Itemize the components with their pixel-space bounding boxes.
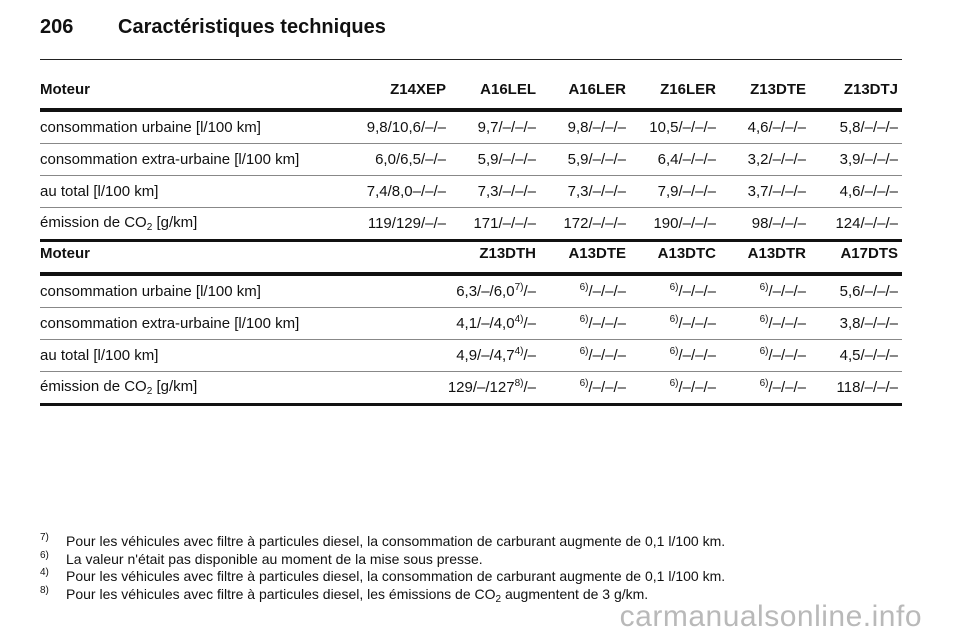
header-moteur: Moteur <box>40 70 360 110</box>
cell-value: /–/–/– <box>678 283 716 300</box>
table-cell: 7,3/–/–/– <box>540 176 630 208</box>
cell-value: /–/–/– <box>678 379 716 396</box>
header-engine: Z16LER <box>630 70 720 110</box>
cell-value: 118/–/–/– <box>836 379 898 396</box>
footnote-mark: 6) <box>40 549 49 561</box>
label-text: émission de CO <box>40 214 147 231</box>
label-subscript: 2 <box>146 222 153 233</box>
table-cell: 9,7/–/–/– <box>450 110 540 144</box>
cell-value: /–/–/– <box>588 379 626 396</box>
row-label: consommation extra-urbaine [l/100 km] <box>40 144 360 176</box>
table-row <box>40 144 902 176</box>
footnote-ref: 6) <box>579 346 589 357</box>
footnote-ref: 6) <box>759 346 769 357</box>
footnote-ref: 6) <box>579 378 589 389</box>
header-engine: A13DTR <box>720 234 810 274</box>
footnote-ref: 6) <box>579 314 589 325</box>
footnote-ref: 6) <box>669 314 679 325</box>
table-cell: 190/–/–/– <box>630 208 720 241</box>
footnote-ref: 6) <box>759 378 769 389</box>
cell-value: 4,9/–/4,7 <box>456 347 515 364</box>
table-cell: 3,9/–/–/– <box>810 144 902 176</box>
table-cell: 7,4/8,0–/–/– <box>360 176 450 208</box>
row-label: consommation extra-urbaine [l/100 km] <box>40 308 400 340</box>
spec-table-2 <box>40 234 902 406</box>
row-label: au total [l/100 km] <box>40 340 400 372</box>
table-cell <box>720 274 810 308</box>
cell-value: /–/–/– <box>768 315 806 332</box>
footnote-ref: 4) <box>514 346 524 357</box>
table-cell <box>630 372 720 405</box>
table-header-row <box>40 234 902 274</box>
table-cell: 6,0/6,5/–/– <box>360 144 450 176</box>
header-engine: Z13DTH <box>400 234 540 274</box>
footnote-ref: 6) <box>669 346 679 357</box>
header-engine: Z14XEP <box>360 70 450 110</box>
table-cell <box>720 340 810 372</box>
footnote <box>40 568 920 586</box>
table-cell <box>720 372 810 405</box>
cell-value: 6,3/–/6,0 <box>456 283 515 300</box>
table-row <box>40 110 902 144</box>
table-cell: 10,5/–/–/– <box>630 110 720 144</box>
cell-value: 5,6/–/–/– <box>839 283 898 300</box>
table-cell: 98/–/–/– <box>720 208 810 241</box>
page-header <box>40 16 386 48</box>
table-header-row <box>40 70 902 110</box>
table-cell <box>540 340 630 372</box>
cell-value: 4,1/–/4,0 <box>456 315 515 332</box>
table-cell: 172/–/–/– <box>540 208 630 241</box>
label-text: [g/km] <box>152 378 198 395</box>
watermark: carmanualsonline.info <box>619 600 922 633</box>
table-row <box>40 372 902 405</box>
footnote-ref: 6) <box>759 314 769 325</box>
label-text: [g/km] <box>152 214 198 231</box>
cell-value: /–/–/– <box>768 283 806 300</box>
header-engine: Z13DTE <box>720 70 810 110</box>
spec-table-1 <box>40 70 902 242</box>
footnote-ref: 8) <box>514 378 524 389</box>
footnote-ref: 7) <box>514 282 524 293</box>
table-cell: 3,7/–/–/– <box>720 176 810 208</box>
footnote-ref: 6) <box>669 378 679 389</box>
table-cell <box>540 274 630 308</box>
footnote-ref: 6) <box>759 282 769 293</box>
footnote-mark: 7) <box>40 532 49 543</box>
cell-value: /– <box>523 379 536 396</box>
table-cell <box>630 340 720 372</box>
footnote-text: La valeur n'était pas disponible au moment de la mise sous presse. <box>66 550 483 567</box>
table-row <box>40 176 902 208</box>
table-cell: 5,9/–/–/– <box>540 144 630 176</box>
table-cell: 4,6/–/–/– <box>720 110 810 144</box>
table-cell <box>400 372 540 405</box>
footnotes <box>40 533 920 608</box>
footnote-mark: 4) <box>40 567 49 578</box>
footnote-ref: 6) <box>669 282 679 293</box>
row-label: au total [l/100 km] <box>40 176 360 208</box>
header-engine: A16LER <box>540 70 630 110</box>
table-cell <box>810 340 902 372</box>
footnote-mark: 8) <box>40 584 49 596</box>
cell-value: /–/–/– <box>768 379 806 396</box>
header-engine: A17DTS <box>810 234 902 274</box>
table-cell: 9,8/–/–/– <box>540 110 630 144</box>
header-engine: A13DTC <box>630 234 720 274</box>
footnote <box>40 551 920 569</box>
cell-value: /–/–/– <box>588 315 626 332</box>
label-subscript: 2 <box>146 386 153 397</box>
table-cell: 5,9/–/–/– <box>450 144 540 176</box>
table-cell <box>400 274 540 308</box>
footnote-subscript: 2 <box>495 593 502 605</box>
row-label <box>40 372 400 405</box>
cell-value: /–/–/– <box>588 283 626 300</box>
cell-value: 4,5/–/–/– <box>839 347 898 364</box>
table-row <box>40 308 902 340</box>
cell-value: /– <box>523 283 536 300</box>
table-row <box>40 340 902 372</box>
table-cell: 5,8/–/–/– <box>810 110 902 144</box>
row-label: consommation urbaine [l/100 km] <box>40 274 400 308</box>
table-cell <box>810 274 902 308</box>
table-cell <box>720 308 810 340</box>
table-cell <box>630 274 720 308</box>
row-label: consommation urbaine [l/100 km] <box>40 110 360 144</box>
table-cell <box>540 308 630 340</box>
footnote-text-part: Pour les véhicules avec filtre à particules diesel, les émissions de CO <box>66 585 496 602</box>
table-cell: 171/–/–/– <box>450 208 540 241</box>
cell-value: /–/–/– <box>678 347 716 364</box>
table-cell <box>400 340 540 372</box>
table-cell: 7,3/–/–/– <box>450 176 540 208</box>
footnote-ref: 6) <box>579 282 589 293</box>
header-engine: A13DTE <box>540 234 630 274</box>
cell-value: /–/–/– <box>678 315 716 332</box>
header-engine: Z13DTJ <box>810 70 902 110</box>
page-title: Caractéristiques techniques <box>118 16 386 38</box>
table-cell: 119/129/–/– <box>360 208 450 241</box>
cell-value: 129/–/127 <box>447 379 515 396</box>
cell-value: /– <box>523 347 536 364</box>
footnote-ref: 4) <box>514 314 524 325</box>
table-cell <box>540 372 630 405</box>
header-rule <box>40 59 902 60</box>
cell-value: /–/–/– <box>768 347 806 364</box>
header-moteur: Moteur <box>40 234 400 274</box>
footnote-text-part: augmentent de 3 g/km. <box>501 585 649 602</box>
table-cell: 124/–/–/– <box>810 208 902 241</box>
footnote-text: Pour les véhicules avec filtre à particules diesel, la consommation de carburant augmente de 0,1 l/100 km. <box>66 568 726 584</box>
footnote-text: Pour les véhicules avec filtre à particules diesel, la consommation de carburant augmente de 0,1 l/100 km. <box>66 533 726 549</box>
table-cell: 9,8/10,6/–/– <box>360 110 450 144</box>
cell-value: /– <box>523 315 536 332</box>
table-cell: 3,2/–/–/– <box>720 144 810 176</box>
table-cell <box>810 308 902 340</box>
table-cell <box>400 308 540 340</box>
table-cell: 7,9/–/–/– <box>630 176 720 208</box>
cell-value: 3,8/–/–/– <box>839 315 898 332</box>
table-cell: 4,6/–/–/– <box>810 176 902 208</box>
label-text: émission de CO <box>40 378 147 395</box>
footnote <box>40 533 920 551</box>
table-cell <box>810 372 902 405</box>
table-cell <box>630 308 720 340</box>
table-cell: 6,4/–/–/– <box>630 144 720 176</box>
footnote-text <box>66 586 648 609</box>
cell-value: /–/–/– <box>588 347 626 364</box>
header-engine: A16LEL <box>450 70 540 110</box>
table-row <box>40 274 902 308</box>
page-number: 206 <box>40 16 74 38</box>
